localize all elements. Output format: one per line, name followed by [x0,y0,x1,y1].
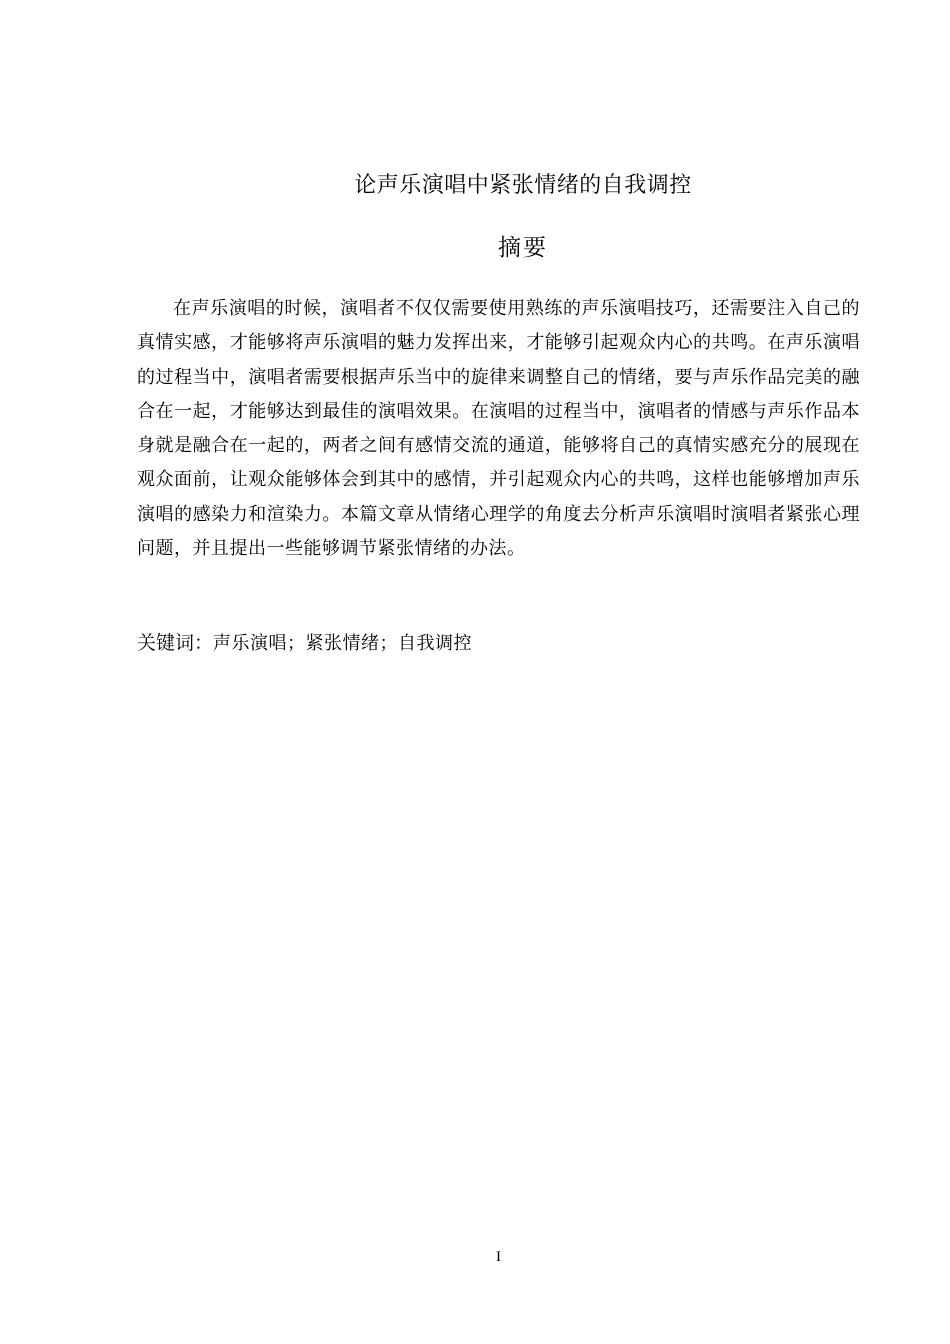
keywords-line [137,628,860,660]
abstract-body: 在声乐演唱的时候，演唱者不仅仅需要使用熟练的声乐演唱技巧，还需要注入自己的真情实感，才能够将声乐演唱的魅力发挥出来，才能够引起观众内心的共鸣。在声乐演唱的过程当中，演唱者需要根据声乐当中的旋律来调整自己的情绪，要与声乐作品完美的融合在一起，才能够达到最佳的演唱效果。在演唱的过程当中，演唱者的情感与声乐作品本身就是融合在一起的，两者之间有感情交流的通道，能够将自己的真情实感充分的展现在观众面前，让观众能够体会到其中的感情，并引起观众内心的共鸣，这样也能够增加声乐演唱的感染力和渲染力。本篇文章从情绪心理学的角度去分析声乐演唱时演唱者紧张心理问题，并且提出一些能够调节紧张情绪的办法。 [137,298,860,560]
keywords-value: 声乐演唱；紧张情绪；自我调控 [213,633,473,654]
keywords-label: 关键词： [137,632,214,654]
page-number: I [496,1249,501,1265]
abstract-heading: 摘要 [498,235,548,261]
document-title: 论声乐演唱中紧张情绪的自我调控 [354,173,692,198]
